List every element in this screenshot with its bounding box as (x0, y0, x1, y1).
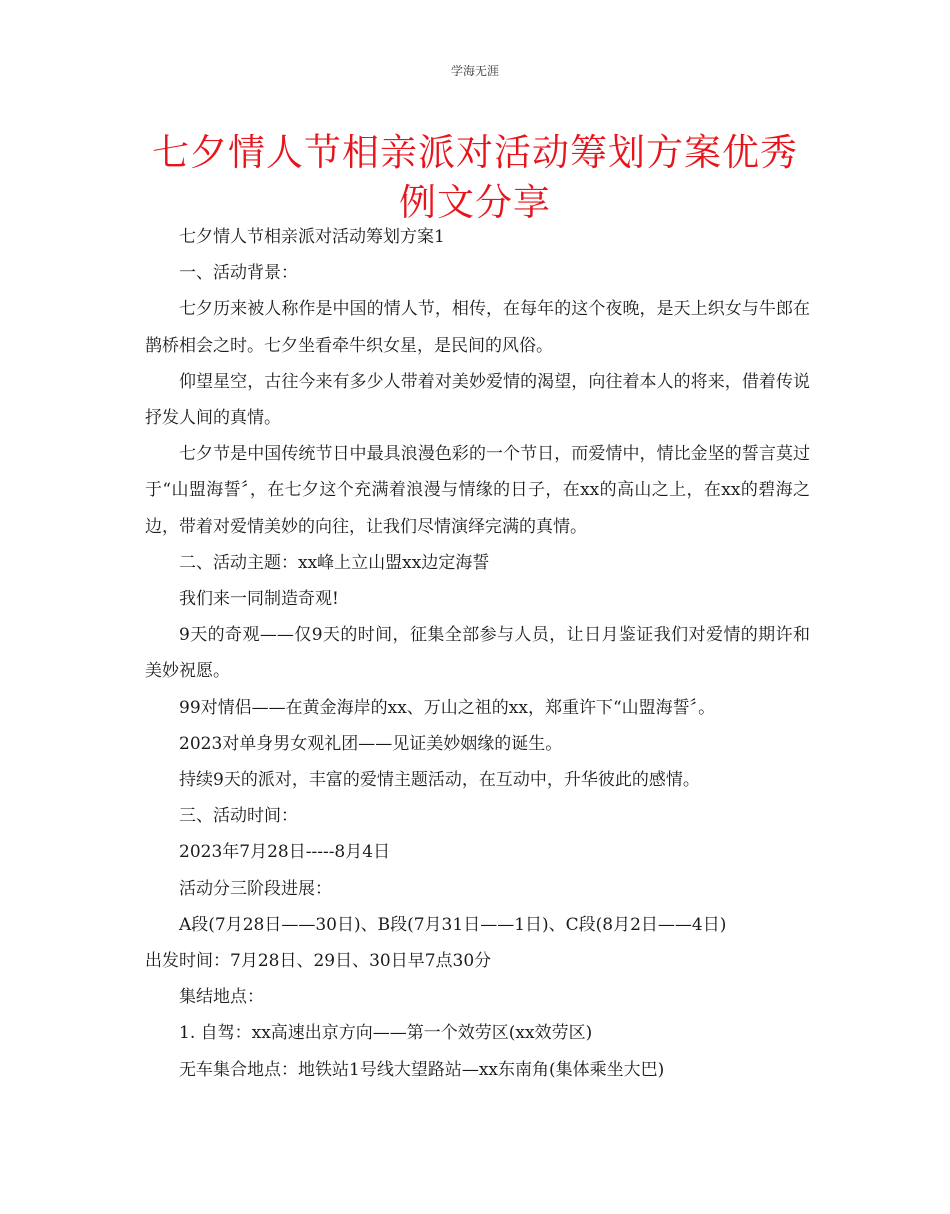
document-body (145, 219, 810, 1088)
paragraph: 仰望星空，古往今来有多少人带着对美妙爱情的渴望，向往着本人的将来，借着传说抒发人间的真情。 (145, 371, 810, 429)
paragraph: 集结地点： (179, 987, 264, 1008)
paragraph: 七夕节是中国传统节日中最具浪漫色彩的一个节日，而爱情中，情比金坚的誓言莫过于“山盟海誓〞，在七夕这个充满着浪漫与情缘的日子，在xx的高山之上，在xx的碧海之边，带着对爱情美妙的向往，让我们尽情演绎完满的真情。 (145, 444, 810, 537)
paragraph: 9天的奇观——仅9天的时间，征集全部参与人员，让日月鉴证我们对爱情的期许和美妙祝愿。 (145, 625, 810, 682)
paragraph: A段(7月28日——30日)、B段(7月31日——1日)、C段(8月2日——4日) (179, 914, 727, 935)
section-heading: 七夕情人节相亲派对活动筹划方案1 (179, 227, 445, 247)
section-heading: 三、活动时间： (179, 806, 298, 827)
paragraph: 2023年7月28日-----8月4日 (179, 842, 391, 863)
document-title: 七夕情人节相亲派对活动筹划方案优秀例文分享 (152, 131, 798, 224)
paragraph: 我们来一同制造奇观! (179, 589, 339, 610)
paragraph: 无车集合地点：地铁站1号线大望路站—xx东南角(集体乘坐大巴) (179, 1059, 665, 1080)
paragraph: 出发时间：7月28日、29日、30日早7点30分 (145, 951, 492, 972)
section-heading: 一、活动背景： (179, 263, 298, 284)
paragraph: 99对情侣——在黄金海岸的xx、万山之祖的xx，郑重许下“山盟海誓〞。 (179, 697, 716, 718)
paragraph: 1. 自驾：xx高速出京方向——第一个效劳区(xx效劳区) (179, 1023, 593, 1044)
paragraph: 七夕历来被人称作是中国的情人节，相传，在每年的这个夜晚，是天上织女与牛郎在鹊桥相会之时。七夕坐看牵牛织女星，是民间的风俗。 (145, 299, 810, 356)
paragraph: 2023对单身男女观礼团——见证美妙姻缘的诞生。 (179, 733, 563, 754)
page-header: 学海无涯 (450, 64, 499, 78)
section-heading: 二、活动主题：xx峰上立山盟xx边定海誓 (179, 552, 490, 573)
paragraph: 持续9天的派对，丰富的爱情主题活动，在互动中，升华彼此的感情。 (179, 770, 700, 791)
paragraph: 活动分三阶段进展： (179, 878, 332, 899)
